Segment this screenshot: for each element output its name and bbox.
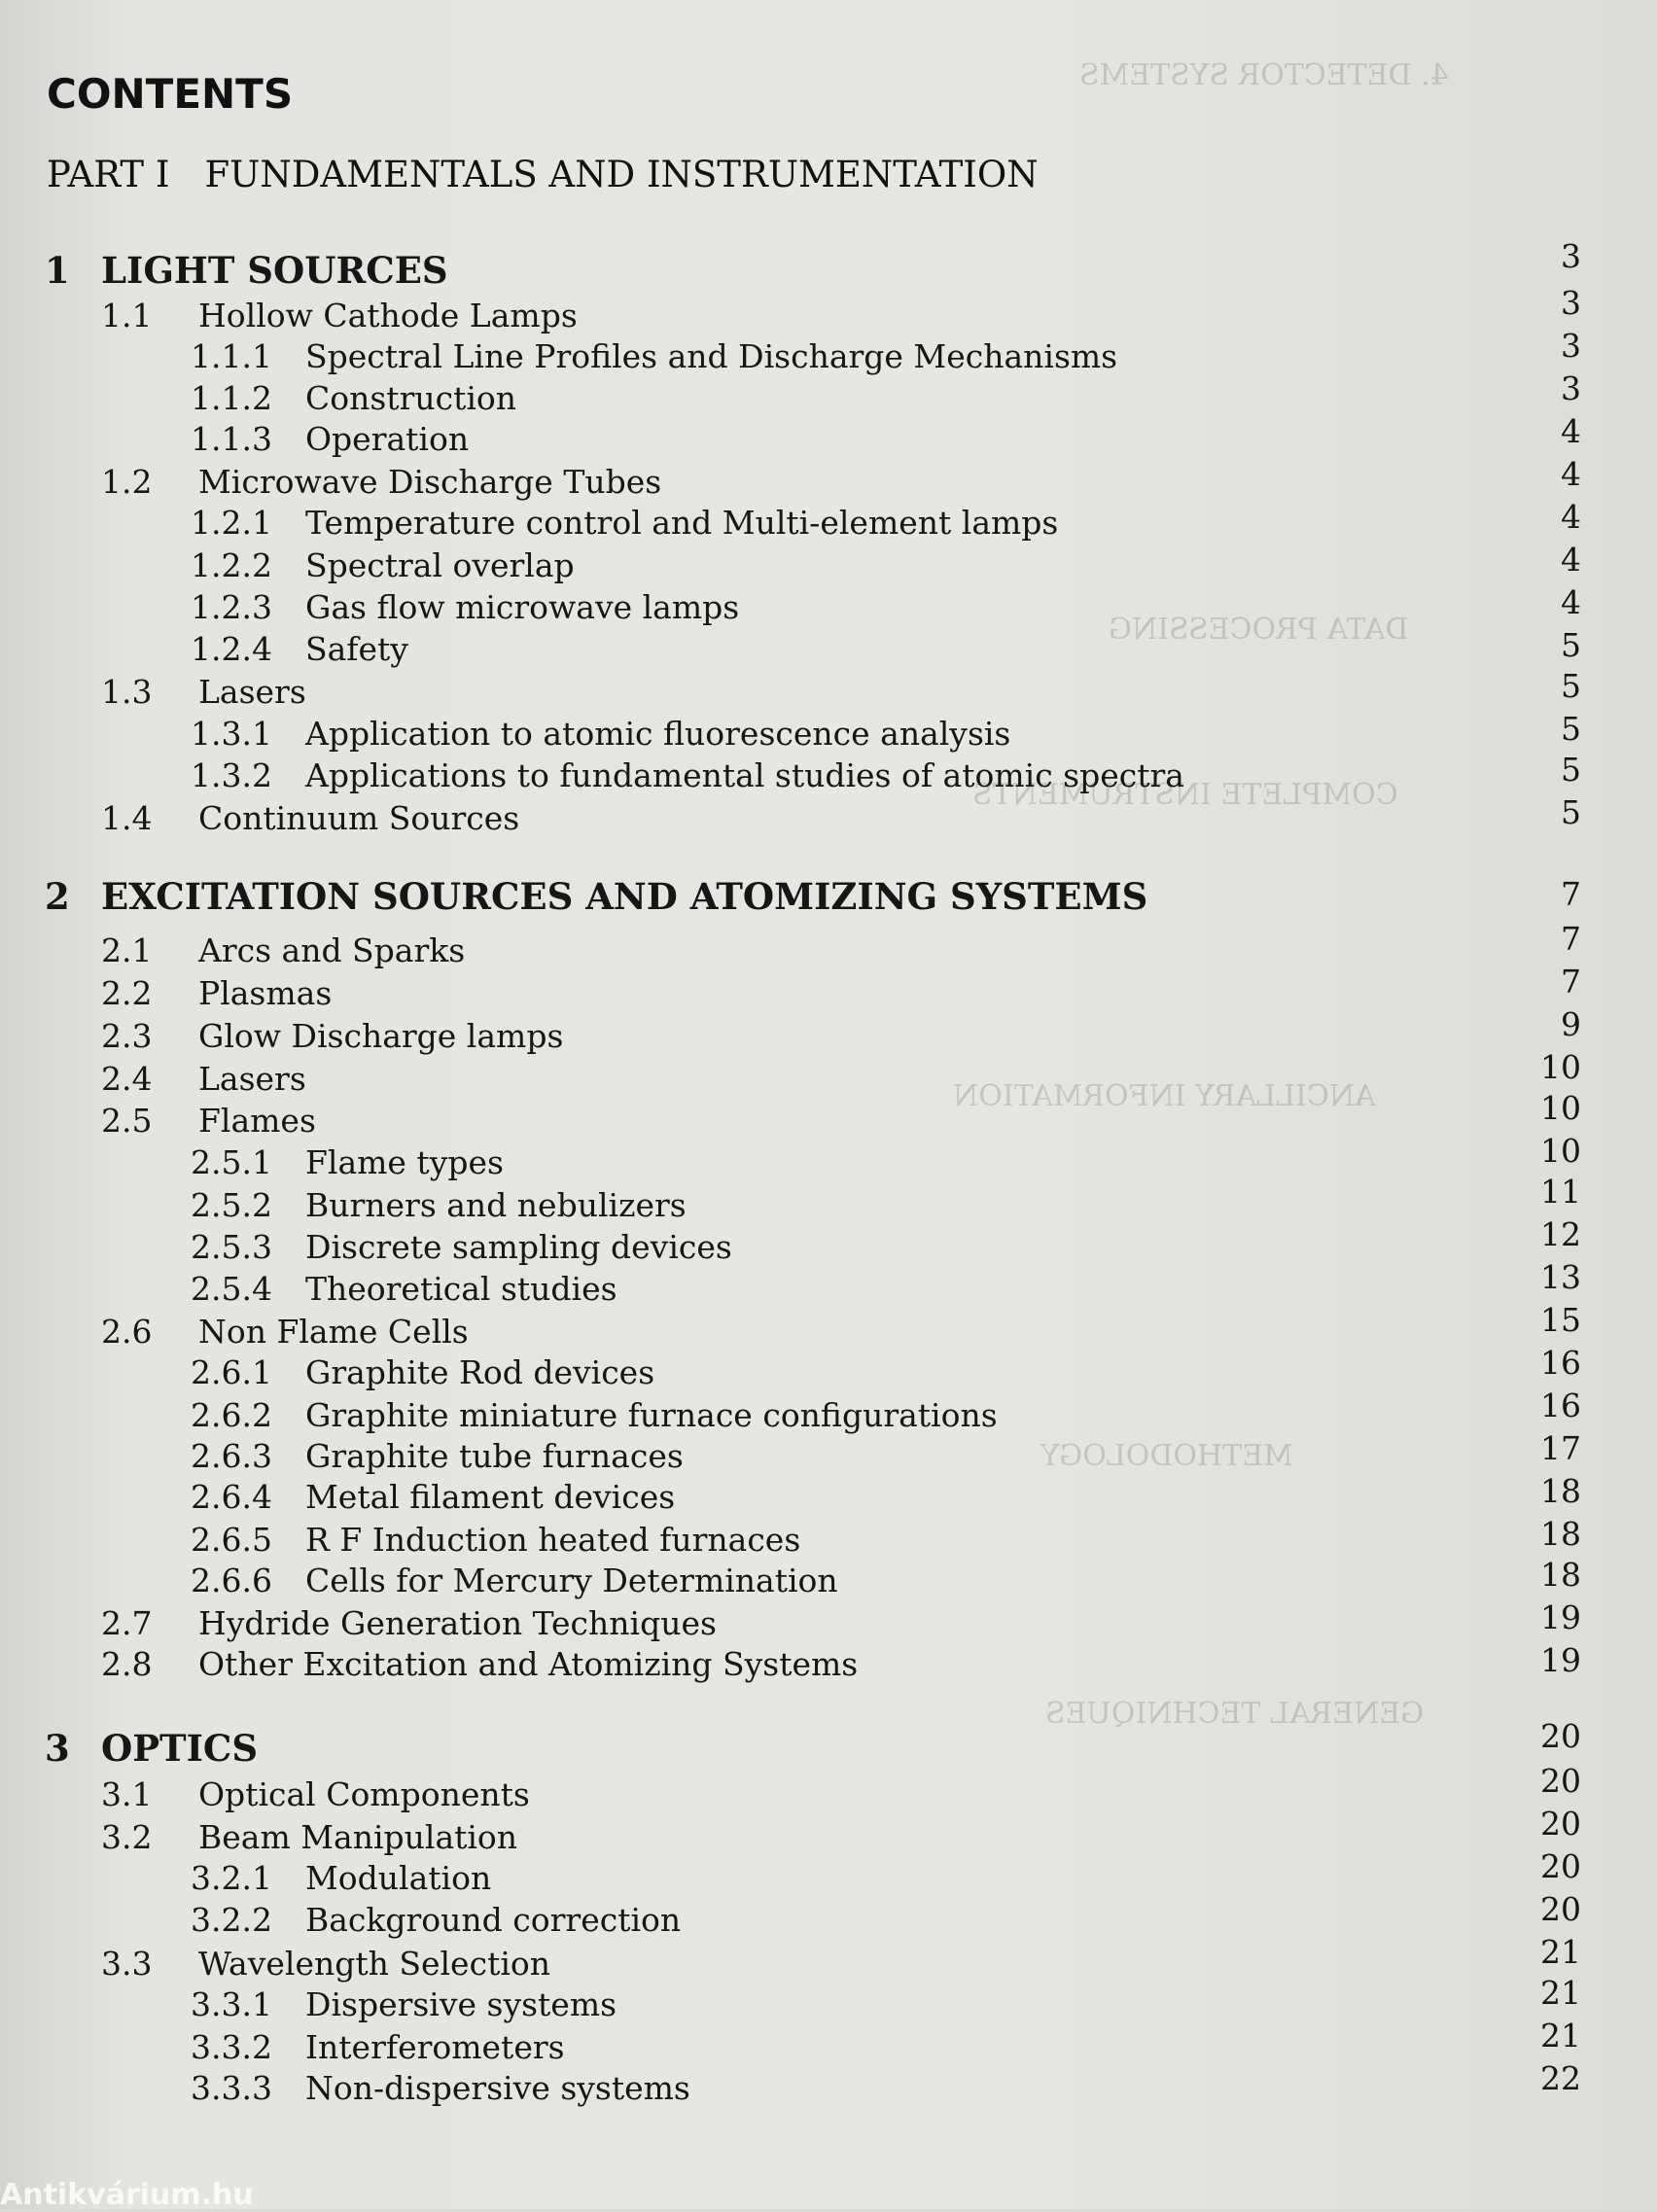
page-number: 21 xyxy=(1540,2017,1581,2054)
watermark: Antikvárium.hu xyxy=(0,2178,254,2212)
toc-entry xyxy=(191,1270,617,1309)
entry-number: 2.7 xyxy=(101,1604,153,1642)
entry-title: Operation xyxy=(305,420,470,458)
entry-title: Cells for Mercury Determination xyxy=(305,1562,838,1599)
toc-entry xyxy=(191,1562,838,1600)
entry-title: Metal filament devices xyxy=(305,1478,676,1516)
toc-entry xyxy=(191,588,739,627)
entry-title: Hollow Cathode Lamps xyxy=(198,297,578,334)
toc-entry xyxy=(191,337,1117,376)
entry-number: 2.3 xyxy=(101,1017,153,1055)
entry-number: 3.2.2 xyxy=(191,1901,272,1939)
show-through-text: METHODOLOGY xyxy=(1040,1439,1293,1473)
entry-title: Flame types xyxy=(305,1143,504,1181)
entry-number: 1.1.1 xyxy=(191,337,272,375)
page-number: 7 xyxy=(1561,920,1581,958)
chapter-entry xyxy=(45,1729,258,1768)
entry-title: Plasmas xyxy=(198,974,333,1012)
entry-number: 1.2.1 xyxy=(191,504,272,542)
entry-title: Non-dispersive systems xyxy=(305,2069,690,2107)
entry-number: 1.2.2 xyxy=(191,546,272,584)
entry-title: Dispersive systems xyxy=(305,1985,617,2023)
entry-number: 3.3.2 xyxy=(191,2028,272,2066)
toc-entry xyxy=(101,931,465,970)
entry-number: 2.6.2 xyxy=(191,1396,272,1434)
entry-number: 2.6.1 xyxy=(191,1353,272,1391)
chapter-entry xyxy=(45,251,448,290)
entry-number: 2.5.2 xyxy=(191,1186,272,1224)
page-number: 18 xyxy=(1540,1556,1581,1594)
entry-title: Interferometers xyxy=(305,2028,565,2066)
entry-number: 1.1.3 xyxy=(191,420,272,458)
entry-number: 2 xyxy=(45,875,70,918)
page-number: 22 xyxy=(1540,2059,1581,2097)
entry-number: 1.3.2 xyxy=(191,756,272,794)
entry-title: Spectral overlap xyxy=(305,546,575,584)
toc-entry xyxy=(191,1437,684,1476)
page-number: 20 xyxy=(1540,1805,1581,1843)
toc-entry xyxy=(191,756,1184,795)
toc-entry xyxy=(101,1818,517,1857)
toc-entry xyxy=(191,1228,732,1267)
page-number: 4 xyxy=(1561,455,1581,493)
page-title: CONTENTS xyxy=(47,70,294,118)
entry-title: Applications to fundamental studies of atomic spectra xyxy=(305,756,1184,794)
entry-number: 3 xyxy=(45,1727,70,1770)
entry-number: 2.5 xyxy=(101,1102,153,1140)
part-title: FUNDAMENTALS AND INSTRUMENTATION xyxy=(204,154,1039,195)
page-number: 13 xyxy=(1540,1258,1581,1296)
entry-number: 2.6 xyxy=(101,1313,153,1351)
toc-entry xyxy=(191,1478,675,1517)
toc-entry xyxy=(191,1396,998,1435)
entry-number: 2.6.5 xyxy=(191,1521,272,1559)
entry-number: 1 xyxy=(45,249,70,292)
page-number: 4 xyxy=(1561,541,1581,579)
toc-entry xyxy=(191,1901,681,1940)
page-number: 5 xyxy=(1561,710,1581,748)
entry-number: 1.3 xyxy=(101,673,153,711)
page-number: 11 xyxy=(1540,1173,1581,1211)
entry-number: 2.6.6 xyxy=(191,1562,272,1599)
toc-entry xyxy=(191,2028,565,2067)
toc-entry xyxy=(191,1143,504,1182)
entry-title: Graphite Rod devices xyxy=(305,1353,655,1391)
entry-number: 1.3.1 xyxy=(191,715,272,753)
page-number: 15 xyxy=(1540,1301,1581,1339)
entry-number: 3.3.1 xyxy=(191,1985,272,2023)
entry-title: Flames xyxy=(198,1102,316,1140)
show-through-text: GENERAL TECHNIQUES xyxy=(1045,1697,1425,1731)
entry-number: 3.3 xyxy=(101,1945,153,1983)
toc-entry xyxy=(191,2069,690,2108)
page-number: 20 xyxy=(1540,1762,1581,1800)
part-label: PART I xyxy=(47,154,170,195)
entry-title: Beam Manipulation xyxy=(198,1818,518,1856)
entry-title: Graphite tube furnaces xyxy=(305,1437,684,1475)
entry-number: 2.5.3 xyxy=(191,1228,272,1266)
page-number: 5 xyxy=(1561,667,1581,705)
entry-number: 1.2 xyxy=(101,463,153,501)
entry-title: Temperature control and Multi-element lamps xyxy=(305,504,1059,542)
entry-title: Spectral Line Profiles and Discharge Mechanisms xyxy=(305,337,1118,375)
entry-title: Lasers xyxy=(198,673,306,711)
entry-title: Background correction xyxy=(305,1901,682,1939)
toc-entry xyxy=(101,974,332,1013)
chapter-entry xyxy=(45,877,1147,916)
entry-title: Continuum Sources xyxy=(198,799,520,837)
entry-number: 2.6.3 xyxy=(191,1437,272,1475)
page-number: 20 xyxy=(1540,1717,1581,1755)
toc-entry xyxy=(191,1186,687,1225)
page-number: 5 xyxy=(1561,626,1581,664)
entry-number: 2.1 xyxy=(101,931,153,969)
show-through-text: ANCILLARY INFORMATION xyxy=(953,1079,1376,1113)
toc-entry xyxy=(101,463,661,502)
entry-title: Modulation xyxy=(305,1859,492,1897)
show-through-text: 4. DETECTOR SYSTEMS xyxy=(1079,58,1449,92)
toc-entry xyxy=(101,799,519,838)
page-number: 10 xyxy=(1540,1089,1581,1127)
page-number: 18 xyxy=(1540,1472,1581,1510)
toc-entry xyxy=(101,1313,469,1352)
page-number: 10 xyxy=(1540,1048,1581,1086)
entry-title: Discrete sampling devices xyxy=(305,1228,732,1266)
entry-title: R F Induction heated furnaces xyxy=(305,1521,801,1559)
page-number: 5 xyxy=(1561,793,1581,831)
entry-title: Non Flame Cells xyxy=(198,1313,469,1351)
toc-entry xyxy=(101,1645,858,1684)
show-through-text: DATA PROCESSING xyxy=(1109,613,1409,647)
toc-entry xyxy=(101,1102,316,1141)
page-number: 3 xyxy=(1561,369,1581,407)
entry-number: 2.4 xyxy=(101,1060,153,1098)
entry-number: 3.1 xyxy=(101,1775,153,1813)
entry-title: Theoretical studies xyxy=(305,1270,617,1308)
entry-title: Gas flow microwave lamps xyxy=(305,588,740,626)
entry-number: 2.5.4 xyxy=(191,1270,272,1308)
entry-title: Graphite miniature furnace configurations xyxy=(305,1396,998,1434)
entry-title: Optical Components xyxy=(198,1775,530,1813)
entry-title: Wavelength Selection xyxy=(198,1945,551,1983)
toc-entry xyxy=(101,1604,717,1643)
toc-entry xyxy=(101,1775,530,1814)
entry-number: 1.1 xyxy=(101,297,153,334)
entry-title: Arcs and Sparks xyxy=(198,931,466,969)
entry-title: Safety xyxy=(305,630,408,668)
entry-number: 2.5.1 xyxy=(191,1143,272,1181)
page-number: 21 xyxy=(1540,1974,1581,2012)
toc-entry xyxy=(191,1521,800,1560)
page-number: 18 xyxy=(1540,1515,1581,1553)
toc-entry xyxy=(101,1945,550,1984)
entry-title: Lasers xyxy=(198,1060,306,1098)
page-number: 16 xyxy=(1540,1344,1581,1382)
toc-entry xyxy=(191,1985,617,2024)
show-through-text: COMPLETE INSTRUMENTS xyxy=(972,778,1398,812)
toc-entry xyxy=(191,546,575,585)
entry-number: 3.3.3 xyxy=(191,2069,272,2107)
toc-entry xyxy=(101,297,578,335)
page-number: 4 xyxy=(1561,583,1581,621)
page-number: 19 xyxy=(1540,1641,1581,1679)
page-number: 3 xyxy=(1561,327,1581,365)
entry-title: Application to atomic fluorescence analysis xyxy=(305,715,1011,753)
toc-entry xyxy=(191,504,1058,543)
page-number: 3 xyxy=(1561,284,1581,322)
entry-number: 1.4 xyxy=(101,799,153,837)
page-number: 5 xyxy=(1561,751,1581,789)
entry-title: LIGHT SOURCES xyxy=(101,249,448,292)
toc-entry xyxy=(101,1060,306,1099)
page-number: 4 xyxy=(1561,498,1581,536)
toc-entry xyxy=(101,673,306,712)
page-number: 19 xyxy=(1540,1598,1581,1636)
toc-entry xyxy=(191,715,1010,754)
entry-title: OPTICS xyxy=(101,1727,259,1770)
entry-title: Glow Discharge lamps xyxy=(198,1017,564,1055)
page-number: 7 xyxy=(1561,963,1581,1001)
page-number: 16 xyxy=(1540,1387,1581,1424)
entry-number: 2.6.4 xyxy=(191,1478,272,1516)
page-number: 20 xyxy=(1540,1847,1581,1885)
entry-number: 1.2.4 xyxy=(191,630,272,668)
part-heading xyxy=(47,154,1039,195)
toc-entry xyxy=(191,630,408,669)
toc-entry xyxy=(101,1017,563,1056)
entry-title: Hydride Generation Techniques xyxy=(198,1604,717,1642)
entry-number: 1.1.2 xyxy=(191,379,272,417)
page-number: 9 xyxy=(1561,1005,1581,1043)
entry-number: 3.2.1 xyxy=(191,1859,272,1897)
page-number: 17 xyxy=(1540,1429,1581,1467)
entry-title: Other Excitation and Atomizing Systems xyxy=(198,1645,859,1683)
toc-entry xyxy=(191,1859,491,1898)
toc-entry xyxy=(191,1353,654,1392)
page-number: 4 xyxy=(1561,412,1581,450)
entry-number: 3.2 xyxy=(101,1818,153,1856)
toc-entry xyxy=(191,379,516,418)
entry-title: Microwave Discharge Tubes xyxy=(198,463,662,501)
page-number: 20 xyxy=(1540,1890,1581,1928)
entry-number: 2.2 xyxy=(101,974,153,1012)
entry-title: Construction xyxy=(305,379,517,417)
page-number: 3 xyxy=(1561,237,1581,275)
entry-title: Burners and nebulizers xyxy=(305,1186,687,1224)
page-number: 12 xyxy=(1540,1215,1581,1253)
page-number: 10 xyxy=(1540,1132,1581,1170)
entry-number: 1.2.3 xyxy=(191,588,272,626)
entry-number: 2.8 xyxy=(101,1645,153,1683)
entry-title: EXCITATION SOURCES AND ATOMIZING SYSTEMS xyxy=(101,875,1148,918)
toc-entry xyxy=(191,420,469,459)
page-number: 7 xyxy=(1561,875,1581,913)
page-number: 21 xyxy=(1540,1933,1581,1971)
